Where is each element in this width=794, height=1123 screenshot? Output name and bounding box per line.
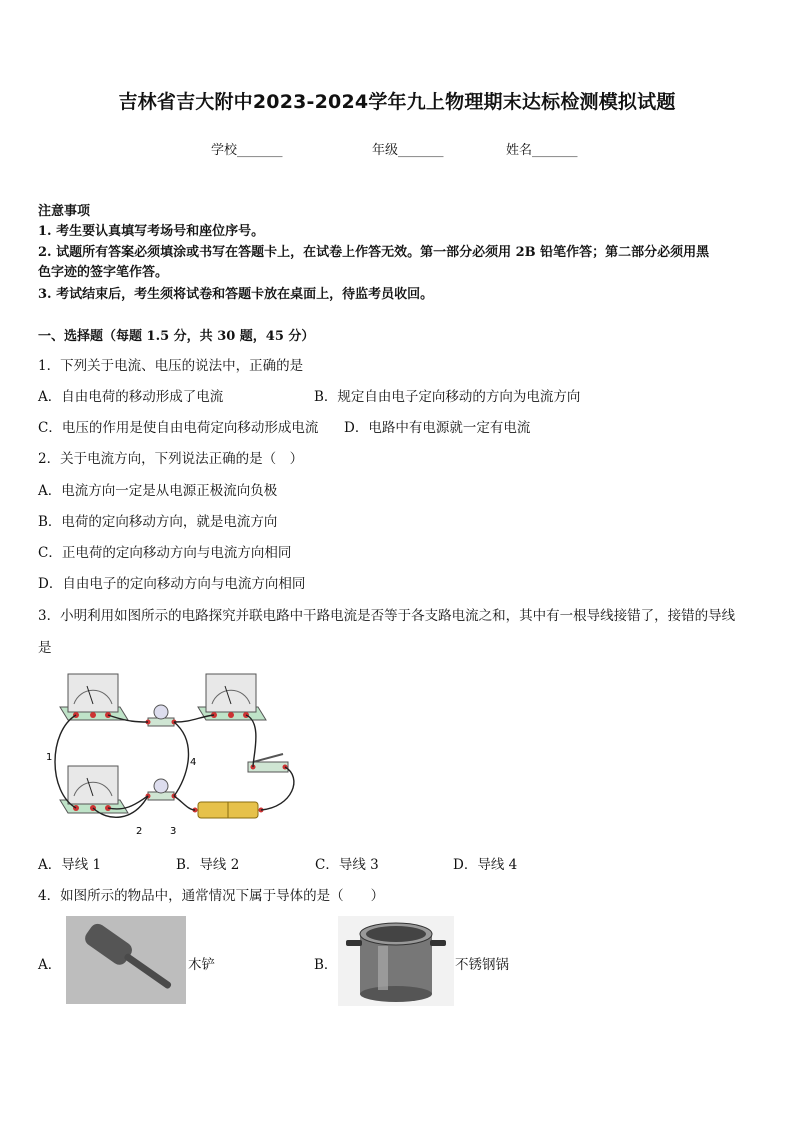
q1-option-c: C．电压的作用是使自由电荷定向移动形成电流 <box>38 420 319 436</box>
q1-option-a: A．自由电荷的移动形成了电流 <box>38 389 224 405</box>
wire-label-1: 1 <box>46 752 53 763</box>
page-title: 吉林省吉大附中2023-2024学年九上物理期末达标检测模拟试题 <box>118 91 676 113</box>
ammeter-icon <box>60 766 128 813</box>
q1-stem: 1．下列关于电流、电压的说法中，正确的是 <box>38 358 304 374</box>
ammeter-icon <box>198 674 266 720</box>
steel-pot-image <box>338 916 454 1006</box>
q3-stem-cont: 是 <box>38 640 52 656</box>
grade-field: 年级_______ <box>372 143 444 158</box>
note-item-3: 3. 考试结束后，考生须将试卷和答题卡放在桌面上，待监考员收回。 <box>38 287 434 302</box>
q2-stem: 2．关于电流方向，下列说法正确的是（ ） <box>38 451 304 467</box>
q4-option-b: B． <box>314 957 338 973</box>
q2-option-a: A．电流方向一定是从电源正极流向负极 <box>38 483 278 499</box>
q1-option-d: D．电路中有电源就一定有电流 <box>344 420 531 436</box>
wire-label-4: 4 <box>190 757 197 768</box>
school-field: 学校_______ <box>211 143 283 158</box>
notes-heading: 注意事项 <box>38 204 91 219</box>
wire-label-2: 2 <box>136 826 143 837</box>
q2-option-c: C．正电荷的定向移动方向与电流方向相同 <box>38 545 292 561</box>
q4-option-a: A． <box>38 957 62 973</box>
q4-option-b-item: 不锈钢锅 <box>455 957 509 973</box>
q3-option-d: D．导线 4 <box>453 857 518 873</box>
q1-option-b: B．规定自由电子定向移动的方向为电流方向 <box>314 389 581 405</box>
section-heading: 一、选择题（每题 1.5 分，共 30 题，45 分） <box>38 329 315 344</box>
ammeter-icon <box>60 674 128 720</box>
note-item-2: 2. 试题所有答案必须填涂或书写在答题卡上，在试卷上作答无效。第一部分必须用 2B 铅笔作答；第二部分必须用黑 <box>38 245 710 260</box>
bulb-icon <box>146 779 177 800</box>
bulb-icon <box>146 705 177 726</box>
q3-stem: 3．小明利用如图所示的电路探究并联电路中干路电流是否等于各支路电流之和，其中有一根导线接错了，接错的导线 <box>38 608 736 624</box>
name-field: 姓名_______ <box>506 143 578 158</box>
note-item-1: 1. 考生要认真填写考场号和座位序号。 <box>38 224 265 239</box>
q2-option-b: B．电荷的定向移动方向，就是电流方向 <box>38 514 278 530</box>
q4-stem: 4．如图所示的物品中，通常情况下属于导体的是（ ） <box>38 888 385 904</box>
circuit-diagram <box>38 662 308 842</box>
q3-option-a: A．导线 1 <box>38 857 102 873</box>
wooden-spatula-image <box>66 916 186 1004</box>
q3-option-b: B．导线 2 <box>176 857 240 873</box>
q2-option-d: D．自由电子的定向移动方向与电流方向相同 <box>38 576 306 592</box>
q3-option-c: C．导线 3 <box>315 857 379 873</box>
battery-icon <box>193 802 264 818</box>
q4-option-a-item: 木铲 <box>188 957 215 973</box>
wire-label-3: 3 <box>170 826 177 837</box>
note-item-2-cont: 色字迹的签字笔作答。 <box>38 265 169 280</box>
